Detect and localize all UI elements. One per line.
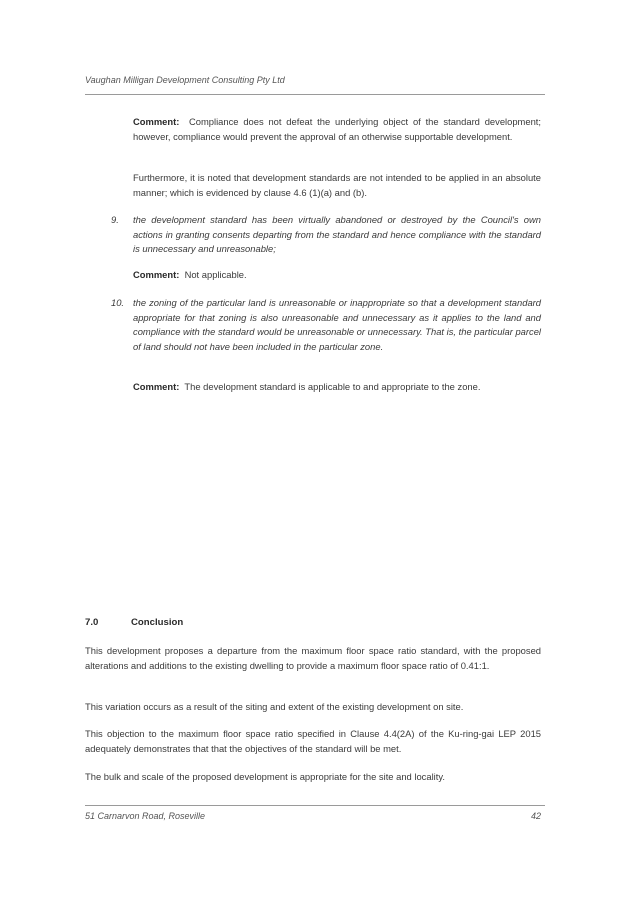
header-rule — [85, 94, 545, 95]
comment-label: Comment: — [133, 269, 180, 280]
comment-label: Comment: — [133, 116, 180, 127]
conclusion-paragraph-2: This variation occurs as a result of the siting and extent of the existing development on site. — [85, 701, 464, 712]
item-10-text: the zoning of the particular land is unreasonable or inappropriate so that a development standard appropriate for that zoning is also unreasonable and unnecessary as it applies to the land and compliance with the standard would be unreasonable or unnecessary. That is, the particular parcel of land should not have been included in the particular zone. — [133, 297, 541, 352]
footer-rule — [85, 805, 545, 806]
section-title: Conclusion — [131, 617, 184, 628]
item-9-text: the development standard has been virtually abandoned or destroyed by the Council's own actions in granting consents departing from the standard and hence compliance with the standard is unnecessary and unreasonable; — [133, 214, 541, 255]
comment-10 — [133, 380, 541, 395]
conclusion-paragraph-3: This objection to the maximum floor space ratio specified in Clause 4.4(2A) of the Ku-ring-gai LEP 2015 adequately demonstrates that that the objectives of the standard will be met. — [85, 728, 541, 754]
conclusion-paragraph-1: This development proposes a departure from the maximum floor space ratio standard, with the proposed alterations and additions to the existing dwelling to provide a maximum floor space ratio of 0.41:1. — [85, 645, 541, 671]
furthermore-paragraph: Furthermore, it is noted that development standards are not intended to be applied in an absolute manner; which is evidenced by clause 4.6 (1)(a) and (b). — [133, 172, 541, 198]
comment-text: The development standard is applicable to and appropriate to the zone. — [184, 381, 481, 392]
page-number: 42 — [530, 811, 541, 821]
item-10-number: 10. — [111, 297, 125, 308]
comment-text: Compliance does not defeat the underlying object of the standard development; however, compliance would prevent the approval of an otherwise supportable development. — [133, 116, 542, 142]
section-number: 7.0 — [85, 617, 99, 628]
item-9-number: 9. — [111, 214, 119, 225]
comment-label: Comment: — [133, 381, 180, 392]
conclusion-paragraph-4: The bulk and scale of the proposed development is appropriate for the site and locality. — [85, 771, 445, 782]
comment-text: Not applicable. — [184, 269, 247, 280]
footer-address: 51 Carnarvon Road, Roseville — [85, 811, 206, 821]
header-company: Vaughan Milligan Development Consulting Pty Ltd — [85, 75, 285, 85]
comment-compliance — [133, 115, 541, 144]
comment-9 — [133, 268, 541, 283]
